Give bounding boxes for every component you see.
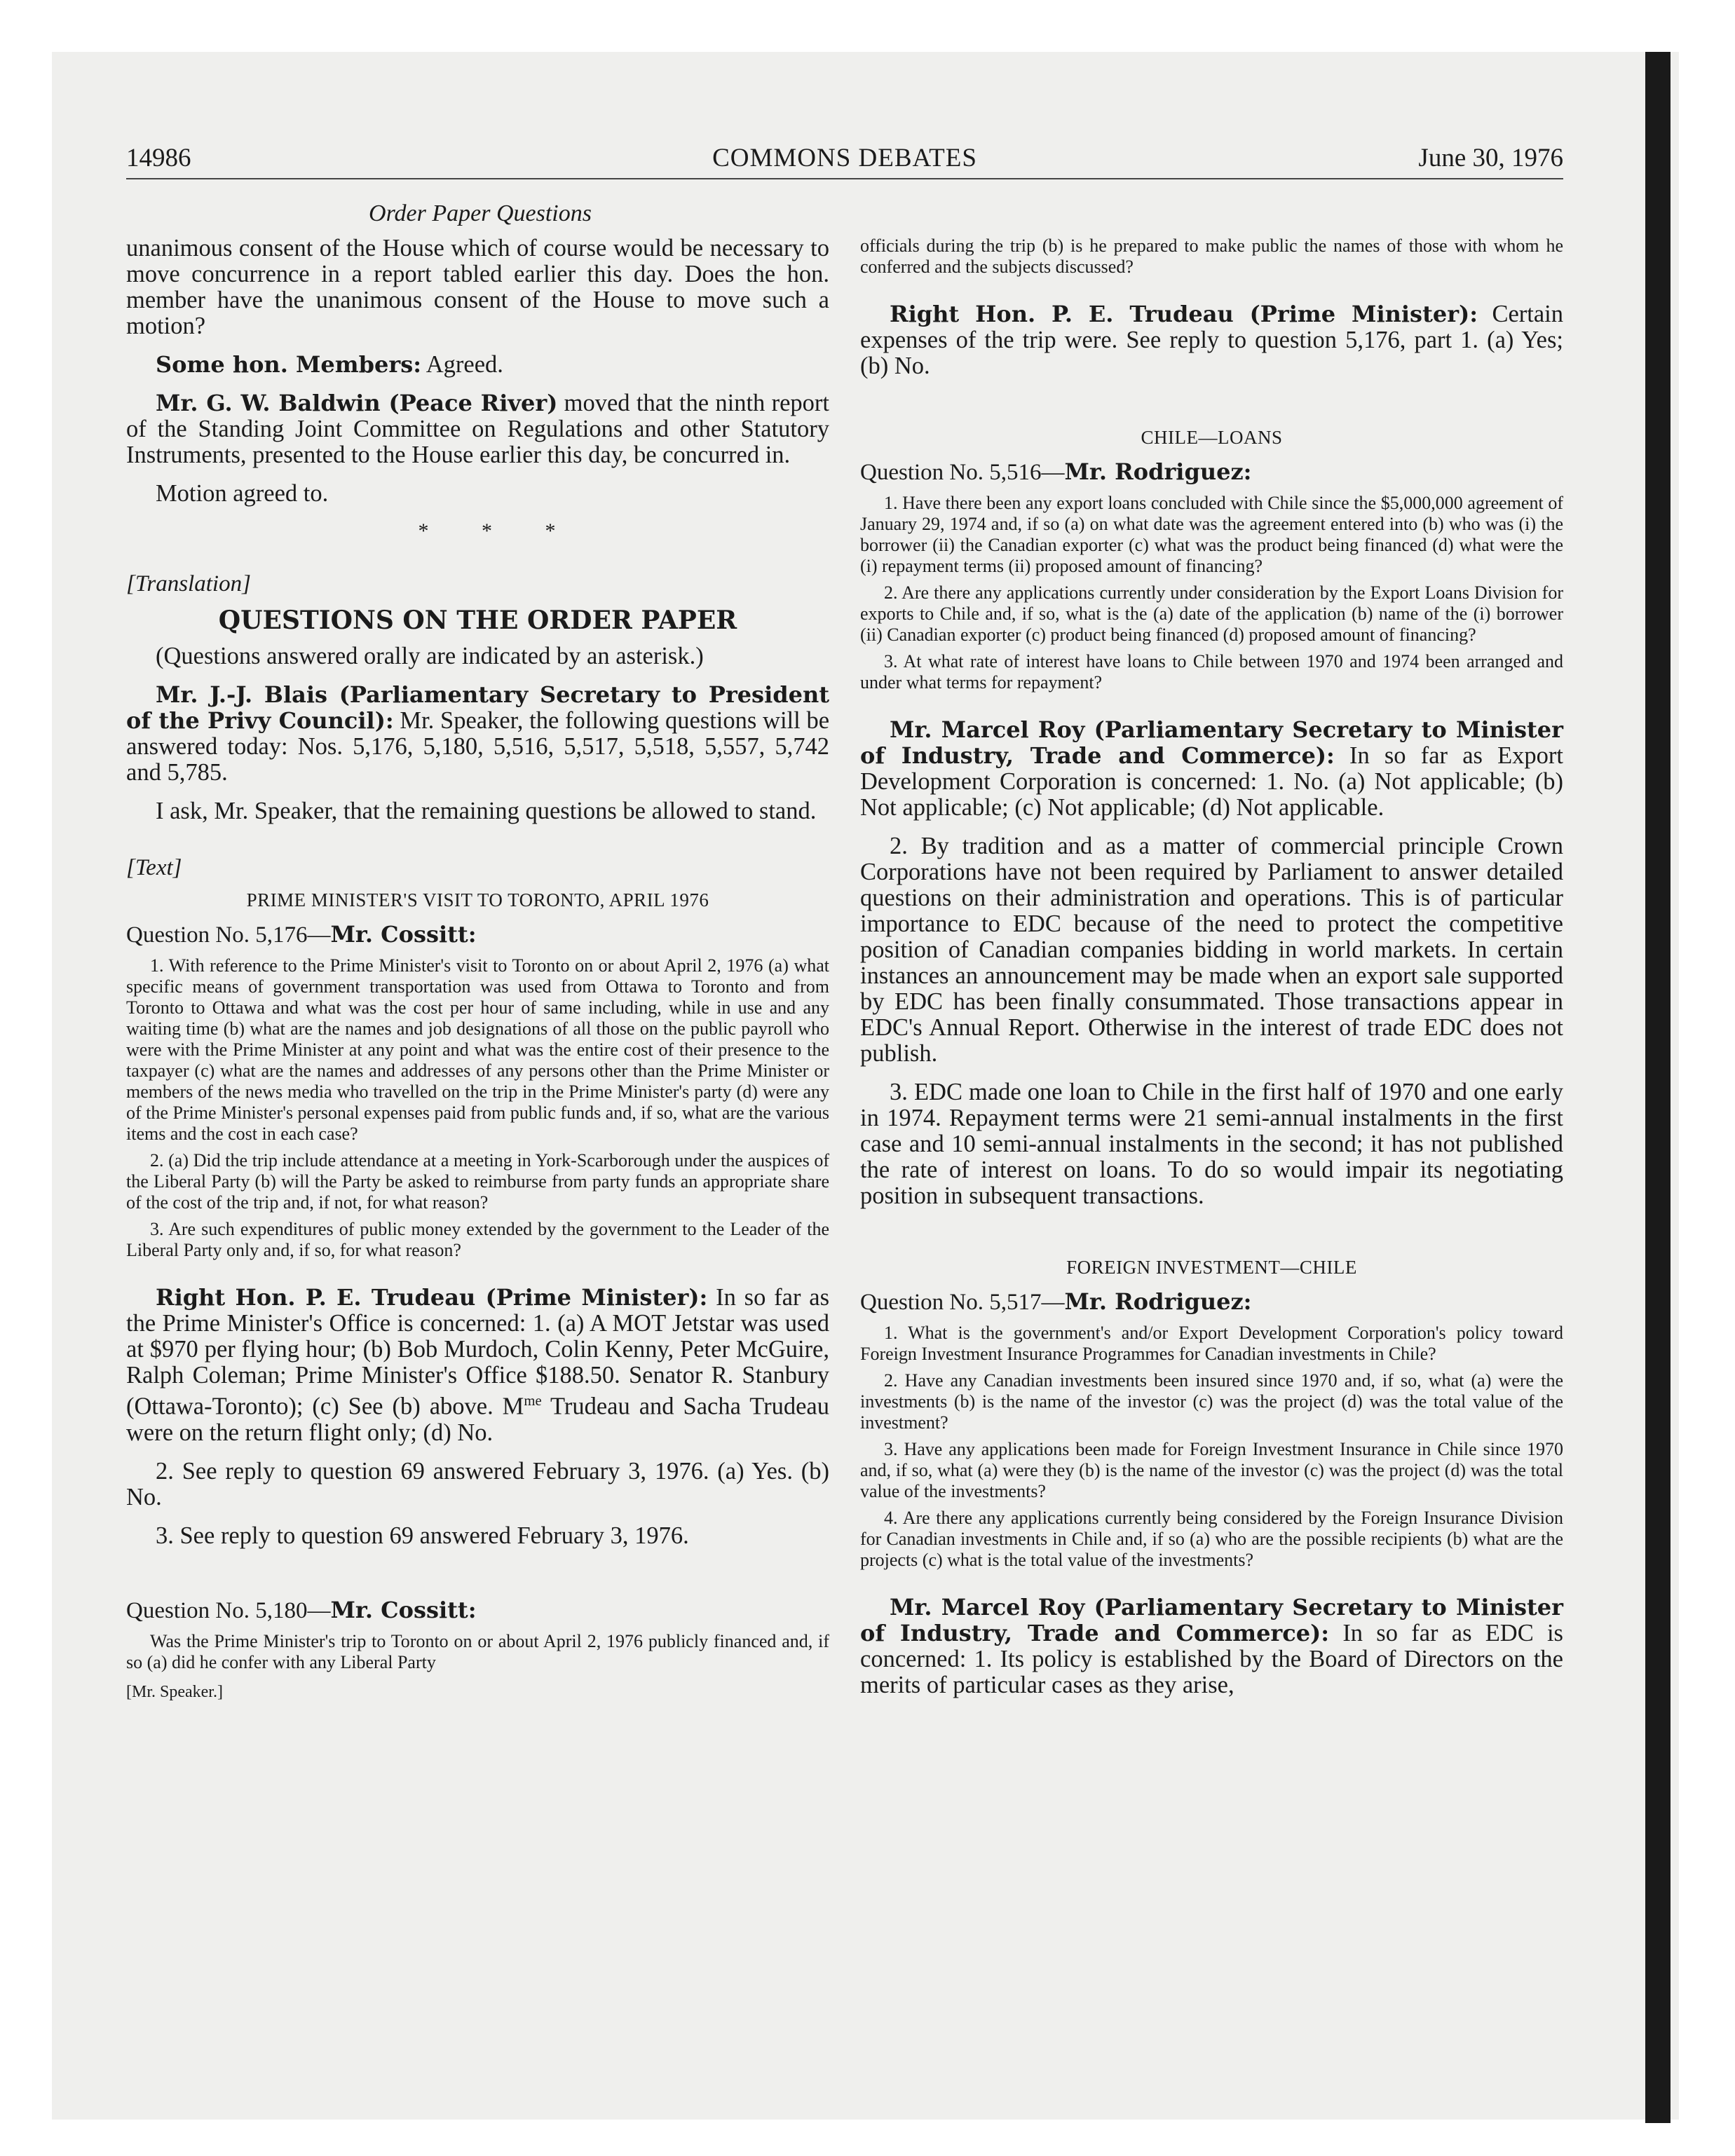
speaker-name: Right Hon. P. E. Trudeau (Prime Minister): <box>156 1284 708 1311</box>
page-header <box>126 143 1563 179</box>
paragraph-remaining-stand: I ask, Mr. Speaker, that the remaining questions be allowed to stand. <box>156 798 817 824</box>
footer-speaker-note: [Mr. Speaker.] <box>126 1682 223 1701</box>
question-5516-part-1: 1. Have there been any export loans concluded with Chile since the $5,000,000 agreement of January 29, 1974 and, if so (a) on what date was the agreement entered into (b) who was (i) the borrower (ii) the Canadian exporter (c) what was the product being financed (d) what were the (i) repayment terms (ii) proposed amount of financing? <box>860 493 1563 576</box>
question-asker: Mr. Rodriguez: <box>1064 458 1252 485</box>
question-5176-part-1: 1. With reference to the Prime Minister's visit to Toronto on or about April 2, 1976 (a) what specific means of government transportation was used from Ottawa to Toronto and from Toronto to Ottawa and what was the cost per hour of same including, while in use and any waiting time (b) what are the names and job designations of all those on the public payroll who were with the Prime Minister at any point and what was the entire cost of their presence to the taxpayer (c) what are the names and addresses of any persons other than the Prime Minister or members of the news media who travelled on the trip in the Prime Minister's party (d) were any of the Prime Minister's personal expenses paid from public funds and, if so, what are the various items and the cost in each case? <box>126 955 829 1144</box>
answer-5516-part-3: 3. EDC made one loan to Chile in the first half of 1970 and one early in 1974. Repayment terms were 21 semi-annual instalments in the first case and 10 semi-annual instalments in the second; it has not published the rate of interest on loans. To do so would impair its negotiating position in subsequent transactions. <box>860 1079 1563 1209</box>
speaker-name: Mr. G. W. Baldwin (Peace River) <box>156 390 558 416</box>
speaker-name: Some hon. Members: <box>156 351 422 378</box>
question-5517-part-4: 4. Are there any applications currently being considered by the Foreign Insurance Division for Canadian investments in Chile and, if so (a) who are the possible recipients (b) what are the projects (c) what is the total value of the investments? <box>860 1508 1563 1570</box>
answer-5516-part-2: 2. By tradition and as a matter of commercial principle Crown Corporations have not been required by Parliament to answer detailed questions on their administration and operations. This is of particular importance to EDC because of the need to protect the competitive position of Canadian companies bidding in world markets. In certain instances an announcement may be made when an export sale supported by EDC has been finally consummated. Those transactions appear in EDC's Annual Report. Otherwise in the interest of trade EDC does not publish. <box>860 833 1563 1067</box>
question-asker: Mr. Rodriguez: <box>1064 1288 1252 1315</box>
left-column <box>126 236 829 1702</box>
answer-5516 <box>860 717 1563 821</box>
page-number: 14986 <box>126 144 191 172</box>
speech-text: Trudeau and Sacha Trudeau were on the return flight only; (d) No. <box>126 1393 829 1446</box>
speaker-name: Mr. Marcel Roy (Parliamentary Secretary to Minister of Industry, Trade and Commerce): <box>860 716 1563 769</box>
heading-foreign-investment-chile: FOREIGN INVESTMENT—CHILE <box>1066 1257 1357 1278</box>
speech-text: In so far as Export Development Corporation is concerned: 1. No. (a) Not applicable; (b) Not applicable; (c) Not applicable; (d) Not applicable. <box>860 742 1563 821</box>
answer-5517 <box>860 1595 1563 1698</box>
section-title: QUESTIONS ON THE ORDER PAPER <box>218 606 737 635</box>
question-5180-text: Was the Prime Minister's trip to Toronto on or about April 2, 1976 publicly financed and, if so (a) did he confer with any Liberal Party <box>126 1630 829 1672</box>
section-separator-stars: * * * <box>418 519 580 543</box>
speech-text: Certain expenses of the trip were. See reply to question 5,176, part 1. (a) Yes; (b) No. <box>860 301 1564 379</box>
question-5516-part-3: 3. At what rate of interest have loans to Chile between 1970 and 1974 been arranged and under what terms for repayment? <box>860 651 1563 692</box>
question-5176-part-3: 3. Are such expenditures of public money extended by the government to the Leader of the Liberal Party only and, if so, for what reason? <box>126 1219 829 1260</box>
publication-title: COMMONS DEBATES <box>712 144 977 172</box>
answer-5176-part-2: 2. See reply to question 69 answered February 3, 1976. (a) Yes. (b) No. <box>126 1457 829 1510</box>
paragraph-baldwin-motion <box>126 390 829 468</box>
paragraph-unanimous-consent: unanimous consent of the House which of course would be necessary to move concurrence in a report tabled earlier this day. Does the hon. member have the unanimous consent of the House to move such a motion? <box>126 235 829 339</box>
question-5517-part-1: 1. What is the government's and/or Export Development Corporation's policy toward Foreign Investment Insurance Programmes for Canadian investments in Chile? <box>860 1323 1563 1364</box>
question-5176-label <box>126 921 829 948</box>
question-asker: Mr. Cossitt: <box>330 921 477 948</box>
speaker-name: Mr. J.-J. Blais (Parliamentary Secretary to President of the Privy Council): <box>126 681 829 734</box>
answer-5180 <box>860 301 1563 379</box>
speaker-name: Right Hon. P. E. Trudeau (Prime Minister): <box>890 301 1478 327</box>
right-column <box>860 236 1563 1711</box>
question-asker: Mr. Cossitt: <box>330 1596 477 1623</box>
page-date: June 30, 1976 <box>1418 144 1563 172</box>
question-number: Question No. 5,180— <box>126 1597 331 1623</box>
question-5517-part-2: 2. Have any Canadian investments been insured since 1970 and, if so, what (a) were the investments (b) is the name of the investor (c) was the project (d) was the total value of the investment? <box>860 1370 1563 1433</box>
paragraph-agreed <box>126 352 829 378</box>
question-number: Question No. 5,176— <box>126 922 331 948</box>
speech-text: In so far as the Prime Minister's Office is concerned: 1. (a) A MOT Jetstar was used at $970 per flying hour; (b) Bob Murdoch, Colin Kenny, Peter McGuire, Ralph Coleman; Prime Minister's Office $188.50. Senator R. Stanbury (Ottawa-Toronto); (c) See (b) above. M <box>126 1284 830 1420</box>
order-paper-subheading: Order Paper Questions <box>369 200 592 226</box>
question-5517-label <box>860 1288 1563 1316</box>
answer-5176 <box>126 1285 829 1446</box>
question-5516-part-2: 2. Are there any applications currently under consideration by the Export Loans Division for exports to Chile and, if so, what is the (a) date of the application (b) name of the (i) borrower (ii) Canadian exporter (c) product being financed (d) proposed amount of financing? <box>860 582 1563 645</box>
superscript: me <box>524 1393 542 1409</box>
speech-text: Mr. Speaker, the following questions will be answered today: Nos. 5,176, 5,180, 5,516, 5,517, 5,518, 5,557, 5,742 and 5,785. <box>126 707 830 786</box>
speaker-name: Mr. Marcel Roy (Parliamentary Secretary to Minister of Industry, Trade and Commerce): <box>860 1594 1563 1646</box>
question-number: Question No. 5,517— <box>860 1290 1065 1315</box>
answer-5176-part-3: 3. See reply to question 69 answered February 3, 1976. <box>156 1522 689 1549</box>
paragraph-blais <box>126 682 829 786</box>
speech-text: In so far as EDC is concerned: 1. Its policy is established by the Board of Directors on the merits of particular cases as they arise, <box>860 1620 1563 1698</box>
heading-pm-visit: PRIME MINISTER'S VISIT TO TORONTO, APRIL 1976 <box>246 889 709 910</box>
question-number: Question No. 5,516— <box>860 460 1065 485</box>
translation-tag: [Translation] <box>126 571 251 596</box>
text-tag: [Text] <box>126 855 182 880</box>
speech-text: moved that the ninth report of the Standing Joint Committee on Regulations and other Statutory Instruments, presented to the House earlier this day, be concurred in. <box>126 390 830 468</box>
question-5517-part-3: 3. Have any applications been made for Foreign Investment Insurance in Chile since 1970 and, if so, what (a) were they (b) is the name of the investor (c) was the project (d) was the total value of the investments? <box>860 1439 1563 1501</box>
speech-text: Agreed. <box>421 351 503 378</box>
scan-dark-edge <box>1645 52 1671 2123</box>
question-5180-label <box>126 1597 829 1624</box>
heading-chile-loans: CHILE—LOANS <box>1141 427 1283 448</box>
question-5176-part-2: 2. (a) Did the trip include attendance at a meeting in York-Scarborough under the auspices of the Liberal Party (b) will the Party be asked to reimburse from party funds an appropriate share of the cost of the trip and, if not, for what reason? <box>126 1150 829 1213</box>
paragraph-motion-agreed: Motion agreed to. <box>156 480 329 507</box>
paragraph-asterisk-note: (Questions answered orally are indicated by an asterisk.) <box>156 643 704 669</box>
question-5516-label <box>860 458 1563 486</box>
question-5180-continued: officials during the trip (b) is he prepared to make public the names of those with whom he conferred and the subjects discussed? <box>860 236 1563 277</box>
